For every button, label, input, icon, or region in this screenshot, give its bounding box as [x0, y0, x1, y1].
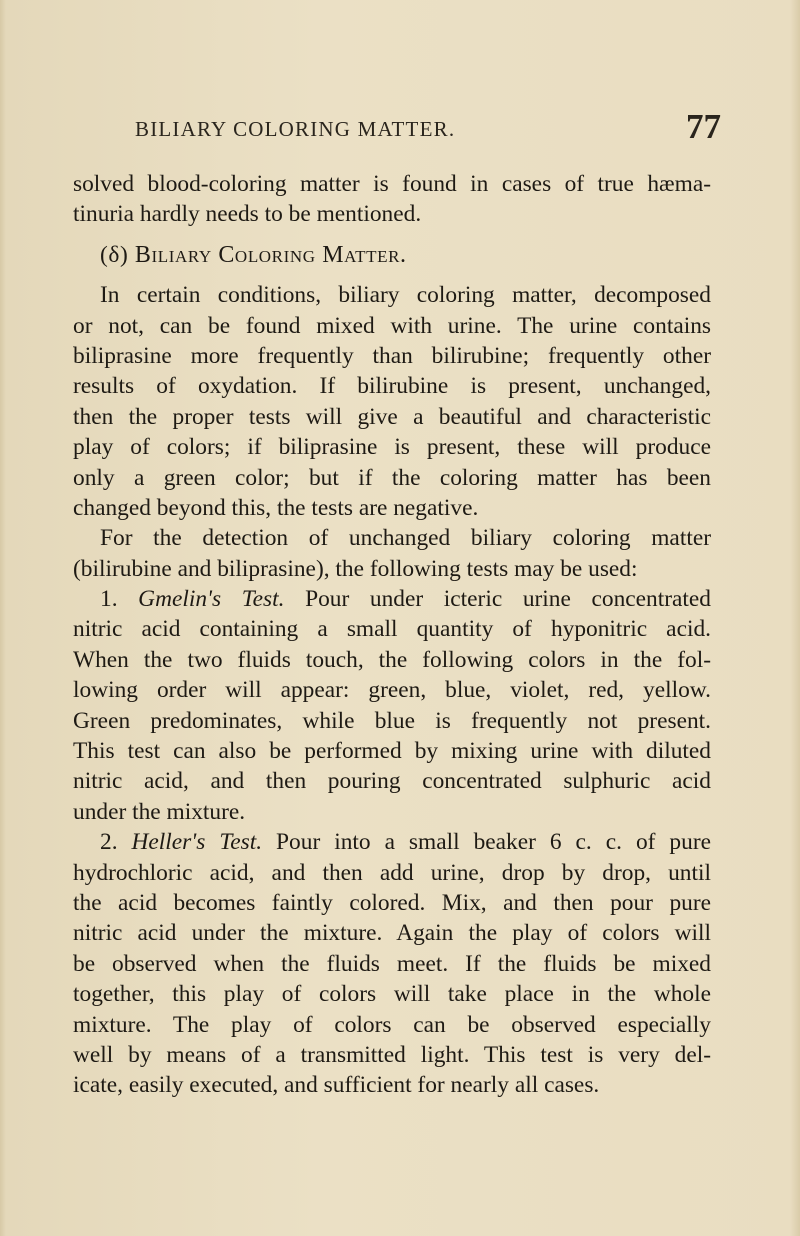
test-name: Heller's Test. [131, 829, 263, 856]
section-title: Biliary Coloring Matter. [134, 241, 407, 268]
page-left-shadow [0, 0, 6, 1236]
body-text [73, 169, 711, 1101]
test-1-first-line [73, 584, 711, 614]
text-line: This test can also be performed by mixing urine with diluted [73, 738, 711, 765]
text-line: be observed when the fluids meet. If the fluids be mixed [73, 950, 711, 977]
text-line: tinuria hardly needs to be mentioned. [73, 201, 422, 228]
page-right-shadow [790, 0, 800, 1236]
text-fragment: Pour into a small beaker 6 c. c. of pure [276, 829, 711, 856]
running-title: BILIARY COLORING MATTER. [135, 117, 456, 141]
text-line: Green predominates, while blue is frequently not present. [73, 707, 711, 734]
text-line: (bilirubine and biliprasine), the following tests may be used: [73, 555, 638, 582]
section-heading [73, 240, 711, 270]
text-line: biliprasine more frequently than bilirubine; frequently other [73, 342, 711, 369]
text-line: results of oxydation. If bilirubine is present, unchanged, [73, 373, 711, 400]
text-line: changed beyond this, the tests are negative. [73, 494, 479, 521]
text-line: only a green color; but if the coloring matter has been [73, 464, 711, 491]
text-line: lowing order will appear: green, blue, violet, red, yellow. [73, 677, 711, 704]
test-number: 1. [100, 586, 118, 613]
text-line: In certain conditions, biliary coloring matter, decomposed [100, 282, 711, 309]
section-label: (δ) [100, 241, 129, 268]
test-number: 2. [100, 829, 118, 856]
text-line: For the detection of unchanged biliary coloring matter [100, 525, 711, 552]
text-line: nitric acid, and then pouring concentrated sulphuric acid [73, 768, 711, 795]
text-line: mixture. The play of colors can be observed especially [73, 1011, 711, 1038]
text-line: or not, can be found mixed with urine. The urine contains [73, 312, 711, 339]
page-number: 77 [686, 107, 721, 146]
text-line: well by means of a transmitted light. This test is very del- [73, 1041, 711, 1068]
text-line: nitric acid under the mixture. Again the play of colors will [73, 920, 711, 947]
text-line: When the two fluids touch, the following colors in the fol- [73, 646, 711, 673]
text-line: under the mixture. [73, 798, 246, 825]
text-line: then the proper tests will give a beautiful and characteristic [73, 403, 711, 430]
running-head [0, 107, 800, 153]
text-line: icate, easily executed, and sufficient for nearly all cases. [73, 1072, 600, 1099]
test-name: Gmelin's Test. [138, 586, 285, 613]
text-line: together, this play of colors will take place in the whole [73, 981, 711, 1008]
text-line: solved blood-coloring matter is found in cases of true hæma- [73, 171, 711, 197]
text-line: hydrochloric acid, and then add urine, drop by drop, until [73, 859, 711, 886]
text-line: nitric acid containing a small quantity of hyponitric acid. [73, 616, 711, 643]
text-fragment: Pour under icteric urine concentrated [305, 586, 711, 613]
text-line: play of colors; if biliprasine is present, these will produce [73, 434, 711, 461]
text-line: the acid becomes faintly colored. Mix, and then pour pure [73, 889, 711, 916]
test-2-first-line [73, 827, 711, 857]
